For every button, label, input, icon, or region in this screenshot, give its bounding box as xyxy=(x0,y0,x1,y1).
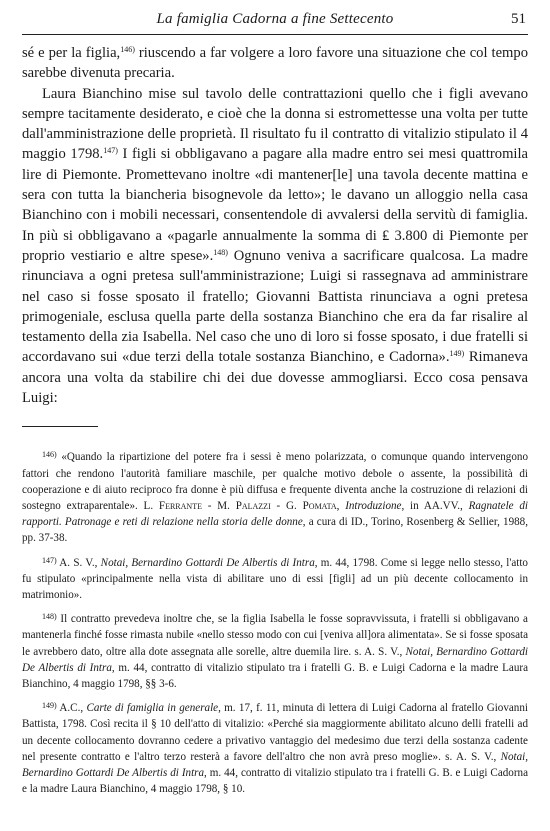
footnote-149 xyxy=(22,700,528,797)
footnote-number: 148) xyxy=(42,612,57,622)
text-run: , m. 44, contratto di vitalizio stipulato tra i fratelli G. B. e Luigi Cadorna e la madre Laura Bianchino, 4 maggio 1798, § 10. xyxy=(22,767,528,796)
text-run: , m. 44, contratto di vitalizio stipulato tra i fratelli G. B. e Luigi Cadorna e la madre Laura Bianchino, 4 maggio 1798, §§ 3-6. xyxy=(22,661,528,690)
text-run: , in AA.VV., xyxy=(401,499,469,512)
text-run: - G. xyxy=(270,499,303,512)
footnote-ref-146[interactable]: 146) xyxy=(120,45,135,54)
archive-title: Carte di famiglia in generale xyxy=(86,702,219,715)
text-run: riuscendo a far volgere a loro favore una situazione che col tempo sarebbe divenuta precaria. xyxy=(22,45,528,82)
text-run: I figli si obbligavano a pagare alla madre entro sei mesi quattromila lire di Piemonte. Promettevano inoltre «di mantener[le] una tavola decente mattina e sera con tutta la biancheria bisognevole da letto»; le davano un alloggio nella casa Bianchino con i mobili necessari, consentendole di avvalersi della servitù di famiglia. In più si obbligavano a «pagarle annualmente la somma di ₤ 3.800 di Piemonte per proprio vestiario e altre spese». xyxy=(22,146,529,264)
text-run: , a cura di ID., Torino, Rosenberg & Sellier, 1988, pp. 37-38. xyxy=(22,516,528,545)
running-title: La famiglia Cadorna a fine Settecento xyxy=(156,11,394,27)
archive-title: Notai, Bernardino Gottardi De Albertis di Intra xyxy=(22,645,528,674)
footnote-number: 147) xyxy=(42,555,57,565)
page-number: 51 xyxy=(511,11,526,27)
text-run: Ognuno veniva a sacrificare qualcosa. La madre rinunciava a ogni pretesa sull'amministrazione; Luigi si rassegnava ad amministrare nel caso si fosse sposato il fratello; Giovanni Battista rinunciava a ogni pretesa primogeniale, esclusa quella parte della sostanza Bianchino che era da far risalire al testamento della zia Isabella. Nel caso che uno di loro si fosse sposato, i due fratelli si accordavano sui «due terzi della totale sostanza Bianchino, e Cadorna». xyxy=(22,247,529,366)
text-run: A.C., xyxy=(59,702,87,715)
running-header xyxy=(22,10,528,35)
paragraph-1 xyxy=(22,43,528,84)
author-name: Ferrante xyxy=(158,499,202,512)
footnote-number: 146) xyxy=(42,450,57,460)
footnotes xyxy=(22,449,528,797)
text-run: - M. xyxy=(201,499,236,512)
work-title: Ragnatele di rapporti. Patronage e reti di relazione nella storia delle donne xyxy=(22,499,529,529)
footnote-ref-149[interactable]: 149) xyxy=(449,349,465,359)
footnote-ref-148[interactable]: 148) xyxy=(213,247,228,257)
text-run: , m. 17, f. 11, minuta di lettera di Luigi Cadorna al fratello Giovanni Battista, 1798. Così recita il § 10 dell'atto di vitalizio: «Perché sia maggiormente abilitato alcuno delli fratelli ad un decente collocamento dovranno cedere a privativo vantaggio del medesimo due terzi della sostanza cadente nel presente contratto e l'altro terzo resterà a favore dell'altro che non avrà preso moglie». s. A. S. V., xyxy=(22,702,528,763)
work-title: Introduzione xyxy=(345,499,402,512)
book-page xyxy=(22,10,528,805)
footnote-separator xyxy=(22,426,98,427)
main-text xyxy=(22,43,528,408)
text-run: Il contratto prevedeva inoltre che, se la figlia Isabella le fosse sopravvissuta, i fratelli si obbligavano a mantenerla finché fosse rimasta nubile «nello stesso modo con cui [veniva all]ora alimentata». Se si fosse sposata le avrebbero dato, oltre alla dote assegnata alle sorelle, altre duemila lire. s. A. S. V., xyxy=(22,613,528,658)
footnote-147 xyxy=(22,555,528,604)
footnote-146 xyxy=(22,449,528,546)
footnote-148 xyxy=(22,611,528,692)
footnote-ref-147[interactable]: 147) xyxy=(103,146,118,156)
text-run: , xyxy=(336,499,346,512)
archive-title: Notai, Bernardino Gottardi De Albertis di Intra xyxy=(22,750,528,779)
footnote-number: 149) xyxy=(42,701,57,711)
text-run: , m. 44, 1798. Come si legge nello stesso, l'atto fu stipulato «principalmente nella vista di abilitare uno di essi [figli] ad un più decente collocamento in matrimonio». xyxy=(22,556,528,601)
archive-title: Notai, Bernardino Gottardi De Albertis di Intra xyxy=(100,556,315,569)
author-name: Palazzi xyxy=(235,499,271,512)
text-run: Laura Bianchino mise sul tavolo delle contrattazioni quello che i figli avevano sempre tacitamente desiderato, e cioè che la donna si estromettesse una volta per tutte dall'amministrazione delle proprietà. Il risultato fu il contratto di vitalizio stipulato il 4 maggio 1798. xyxy=(22,85,528,163)
text-run: A. S. V., xyxy=(59,556,101,569)
text-run: «Quando la ripartizione del potere fra i sessi è meno polarizzata, o comunque quando intervengono fattori che rendono l'autorità familiare maschile, per qualche motivo debole o assente, la possibilità di cooperazione e di aiuto reciproco fra donne è più diffusa e frequente diventa anche la costruzione di relazioni di sostegno extraparentale». L. xyxy=(22,451,528,512)
paragraph-2 xyxy=(22,84,528,409)
text-run: sé e per la figlia, xyxy=(22,45,121,61)
author-name: Pomata xyxy=(302,499,337,512)
text-run: Rimaneva ancora una volta da stabilire chi dei due dovesse ammogliarsi. Ecco cosa pensava Luigi: xyxy=(22,349,528,407)
